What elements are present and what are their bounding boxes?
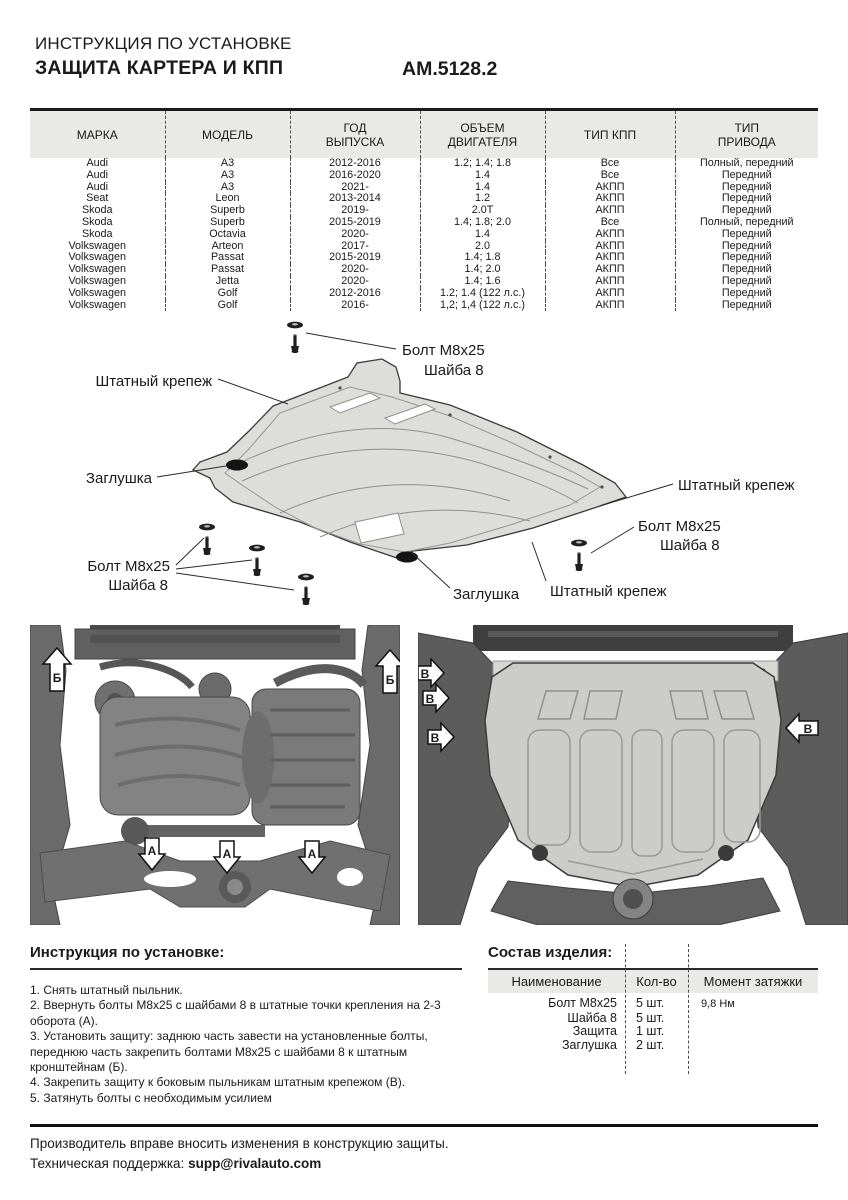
cell: 1.4; 1.6 <box>420 276 545 288</box>
table-row <box>30 264 818 276</box>
cell <box>688 1012 818 1026</box>
callout-bolt-right: Болт М8х25 <box>638 518 721 535</box>
cell: 2020- <box>290 264 420 276</box>
col-header-gearbox: ТИП КПП <box>545 110 675 159</box>
instructions-steps <box>30 983 462 1106</box>
plug-icon <box>396 552 418 563</box>
column-divider <box>625 944 626 1074</box>
cell: Golf <box>165 300 290 312</box>
col-header-year: ГОД ВЫПУСКА <box>290 110 420 159</box>
cell <box>688 1039 818 1053</box>
column-divider <box>688 944 689 1074</box>
marker-letter-v: В <box>803 722 813 736</box>
table-row <box>30 170 818 182</box>
cell: 2021- <box>290 182 420 194</box>
document-footer <box>30 1124 818 1171</box>
cell: 1.4; 1.8 <box>420 252 545 264</box>
cell: 5 шт. <box>636 1010 665 1025</box>
callout-oem-bottom: Штатный крепеж <box>550 583 667 600</box>
cell: Volkswagen <box>68 275 127 287</box>
cell: 1.2; 1.4 (122 л.с.) <box>420 288 545 300</box>
callout-plug-bottom: Заглушка <box>453 586 520 603</box>
table-row <box>30 288 818 300</box>
cell: Octavia <box>165 229 290 241</box>
cell: Передний <box>675 193 818 205</box>
cell: Защита <box>572 1024 617 1038</box>
cell: 1.2; 1.4; 1.8 <box>420 158 545 170</box>
fitment-table-header <box>30 110 818 159</box>
cell: Передний <box>675 182 818 194</box>
table-row <box>30 229 818 241</box>
col-header-qty: Кол-во <box>636 974 677 989</box>
cell: 2.0 <box>420 241 545 253</box>
cell: 2020- <box>290 229 420 241</box>
col-header-brand: МАРКА <box>30 110 165 159</box>
cell: 2015-2019 <box>290 217 420 229</box>
cell: Все <box>545 170 675 182</box>
step-3: 3. Установить защиту: заднюю часть завести на установленные болты, переднюю часть закрепить болтами М8х25 с шайбами 8 к штатным кронштейнам (Б). <box>30 1029 428 1075</box>
cell: 2013-2014 <box>290 193 420 205</box>
cell: Volkswagen <box>68 240 127 252</box>
components-section <box>488 944 818 1052</box>
cell: Все <box>545 217 675 229</box>
cell: Полный, передний <box>675 217 818 229</box>
cell: Передний <box>675 288 818 300</box>
cell: Передний <box>675 264 818 276</box>
cell: Передний <box>675 205 818 217</box>
cell: 1,2; 1,4 (122 л.с.) <box>420 300 545 312</box>
cell: АКПП <box>545 264 675 276</box>
fitment-table <box>30 108 818 311</box>
cell: 2015-2019 <box>290 252 420 264</box>
cell: Passat <box>165 264 290 276</box>
callout-washer-right: Шайба 8 <box>660 537 720 554</box>
instructions-title: Инструкция по установке: <box>30 944 462 970</box>
cell: Передний <box>675 300 818 312</box>
cell: 1.4 <box>420 229 545 241</box>
cell: АКПП <box>545 182 675 194</box>
col-header-name: Наименование <box>511 974 602 989</box>
cell: Superb <box>165 217 290 229</box>
table-row <box>30 241 818 253</box>
support-email: supp@rivalauto.com <box>188 1156 322 1171</box>
step-5: 5. Затянуть болты с необходимым усилием <box>30 1090 272 1105</box>
col-header-model: МОДЕЛЬ <box>165 110 290 159</box>
cell: Audi <box>86 169 109 181</box>
components-rows <box>488 997 818 1052</box>
cell: Volkswagen <box>68 252 127 264</box>
table-row <box>30 300 818 312</box>
cell: АКПП <box>545 205 675 217</box>
cell: Заглушка <box>561 1037 617 1052</box>
cell: 2016- <box>290 300 420 312</box>
cell: A3 <box>165 170 290 182</box>
skid-plate-diagram <box>30 315 818 615</box>
photo-plate-installed <box>418 625 848 925</box>
table-row <box>30 182 818 194</box>
cell: АКПП <box>545 300 675 312</box>
cell: Skoda <box>81 205 113 217</box>
table-row <box>30 252 818 264</box>
marker-letter-a: А <box>147 844 157 858</box>
table-row <box>488 1039 818 1053</box>
marker-letter-b: Б <box>52 671 62 685</box>
bolt-icon <box>199 524 215 556</box>
bolt-icon <box>571 540 587 572</box>
cell: АКПП <box>545 241 675 253</box>
part-number: АМ.5128.2 <box>402 58 498 80</box>
callout-washer-top: Шайба 8 <box>424 362 484 379</box>
table-row <box>488 1012 818 1026</box>
cell: 1.2 <box>420 193 545 205</box>
cell: Передний <box>675 252 818 264</box>
cell: Audi <box>86 181 109 193</box>
cell: АКПП <box>545 288 675 300</box>
callout-oem-right: Штатный крепеж <box>678 477 795 494</box>
marker-letter-v: В <box>420 667 430 681</box>
step-2: 2. Ввернуть болты М8х25 с шайбами 8 в штатные точки крепления на 2-3 оборота (А). <box>30 998 441 1028</box>
skid-plate-drawing <box>193 359 626 563</box>
cell: Volkswagen <box>68 299 127 311</box>
cell: 2019- <box>290 205 420 217</box>
components-table-header <box>488 970 818 993</box>
col-header-engine: ОБЪЕМ ДВИГАТЕЛЯ <box>420 110 545 159</box>
table-row <box>30 158 818 170</box>
marker-letter-a: А <box>222 847 232 861</box>
marker-letter-v: В <box>425 692 435 706</box>
table-row <box>30 217 818 229</box>
marker-letter-v: В <box>430 731 440 745</box>
table-row <box>488 1025 818 1039</box>
callout-plug-left: Заглушка <box>85 470 152 487</box>
doc-subtitle: ИНСТРУКЦИЯ ПО УСТАНОВКЕ <box>35 34 292 53</box>
cell: Volkswagen <box>68 287 127 299</box>
table-row <box>30 205 818 217</box>
cell: Leon <box>165 193 290 205</box>
table-row <box>488 997 818 1012</box>
cell: Audi <box>86 158 109 169</box>
cell: 1.4 <box>420 182 545 194</box>
disclaimer-text: Производитель вправе вносить изменения в конструкцию защиты. <box>30 1136 449 1151</box>
cell: Volkswagen <box>68 264 127 276</box>
plug-icon <box>226 460 248 471</box>
cell: 1.4; 2.0 <box>420 264 545 276</box>
cell: Передний <box>675 229 818 241</box>
col-header-torque: Момент затяжки <box>703 974 803 989</box>
photo-engine-bay <box>30 625 400 925</box>
callout-oem-left: Штатный крепеж <box>95 373 212 390</box>
cell: АКПП <box>545 193 675 205</box>
cell: A3 <box>165 182 290 194</box>
callout-washer-left: Шайба 8 <box>108 577 168 594</box>
cell: Полный, передний <box>675 158 818 170</box>
cell: АКПП <box>545 229 675 241</box>
marker-letter-b: Б <box>385 673 395 687</box>
cell: 1.4 <box>420 170 545 182</box>
cell: 2016-2020 <box>290 170 420 182</box>
cell: Jetta <box>165 276 290 288</box>
document-header <box>35 34 292 80</box>
table-row <box>30 276 818 288</box>
engine-bay-render <box>30 625 400 925</box>
table-row <box>30 193 818 205</box>
cell <box>688 1025 818 1039</box>
cell: Arteon <box>165 241 290 253</box>
cell: 2.0T <box>420 205 545 217</box>
cell: 1 шт. <box>636 1024 665 1038</box>
cell: 2017- <box>290 241 420 253</box>
installation-instructions <box>30 944 462 1106</box>
cell: 9,8 Нм <box>701 998 735 1010</box>
cell: Skoda <box>81 228 113 240</box>
cell: 5 шт. <box>636 996 665 1010</box>
cell: Superb <box>165 205 290 217</box>
cell: 2012-2016 <box>290 288 420 300</box>
cell: 2 шт. <box>636 1037 665 1052</box>
support-line <box>30 1156 818 1171</box>
cell: Передний <box>675 241 818 253</box>
cell: 1.4; 1.8; 2.0 <box>420 217 545 229</box>
cell: Болт М8х25 <box>548 996 617 1010</box>
cell: 2020- <box>290 276 420 288</box>
marker-letter-a: А <box>307 847 317 861</box>
callout-bolt-top: Болт М8х25 <box>402 342 485 359</box>
cell: АКПП <box>545 252 675 264</box>
col-header-drive: ТИП ПРИВОДА <box>675 110 818 159</box>
components-title: Состав изделия: <box>488 944 818 970</box>
support-label: Техническая поддержка: <box>30 1156 185 1171</box>
cell: Skoda <box>81 216 113 228</box>
cell: АКПП <box>545 276 675 288</box>
bolt-icon <box>287 322 303 354</box>
callout-bolt-left: Болт М8х25 <box>87 558 170 575</box>
cell: Шайба 8 <box>567 1010 617 1025</box>
step-4: 4. Закрепить защиту к боковым пыльникам штатным крепежом (В). <box>30 1075 406 1090</box>
cell: Передний <box>675 276 818 288</box>
doc-title: ЗАЩИТА КАРТЕРА И КПП <box>35 57 284 79</box>
step-1: 1. Снять штатный пыльник. <box>30 983 183 997</box>
cell: 2012-2016 <box>290 158 420 170</box>
cell: Golf <box>165 288 290 300</box>
cell: Передний <box>675 170 818 182</box>
installed-plate-render <box>418 625 848 925</box>
cell: Все <box>545 158 675 170</box>
cell: Passat <box>165 252 290 264</box>
cell: Seat <box>86 193 109 205</box>
cell: A3 <box>165 158 290 170</box>
bolt-icon <box>298 574 314 606</box>
